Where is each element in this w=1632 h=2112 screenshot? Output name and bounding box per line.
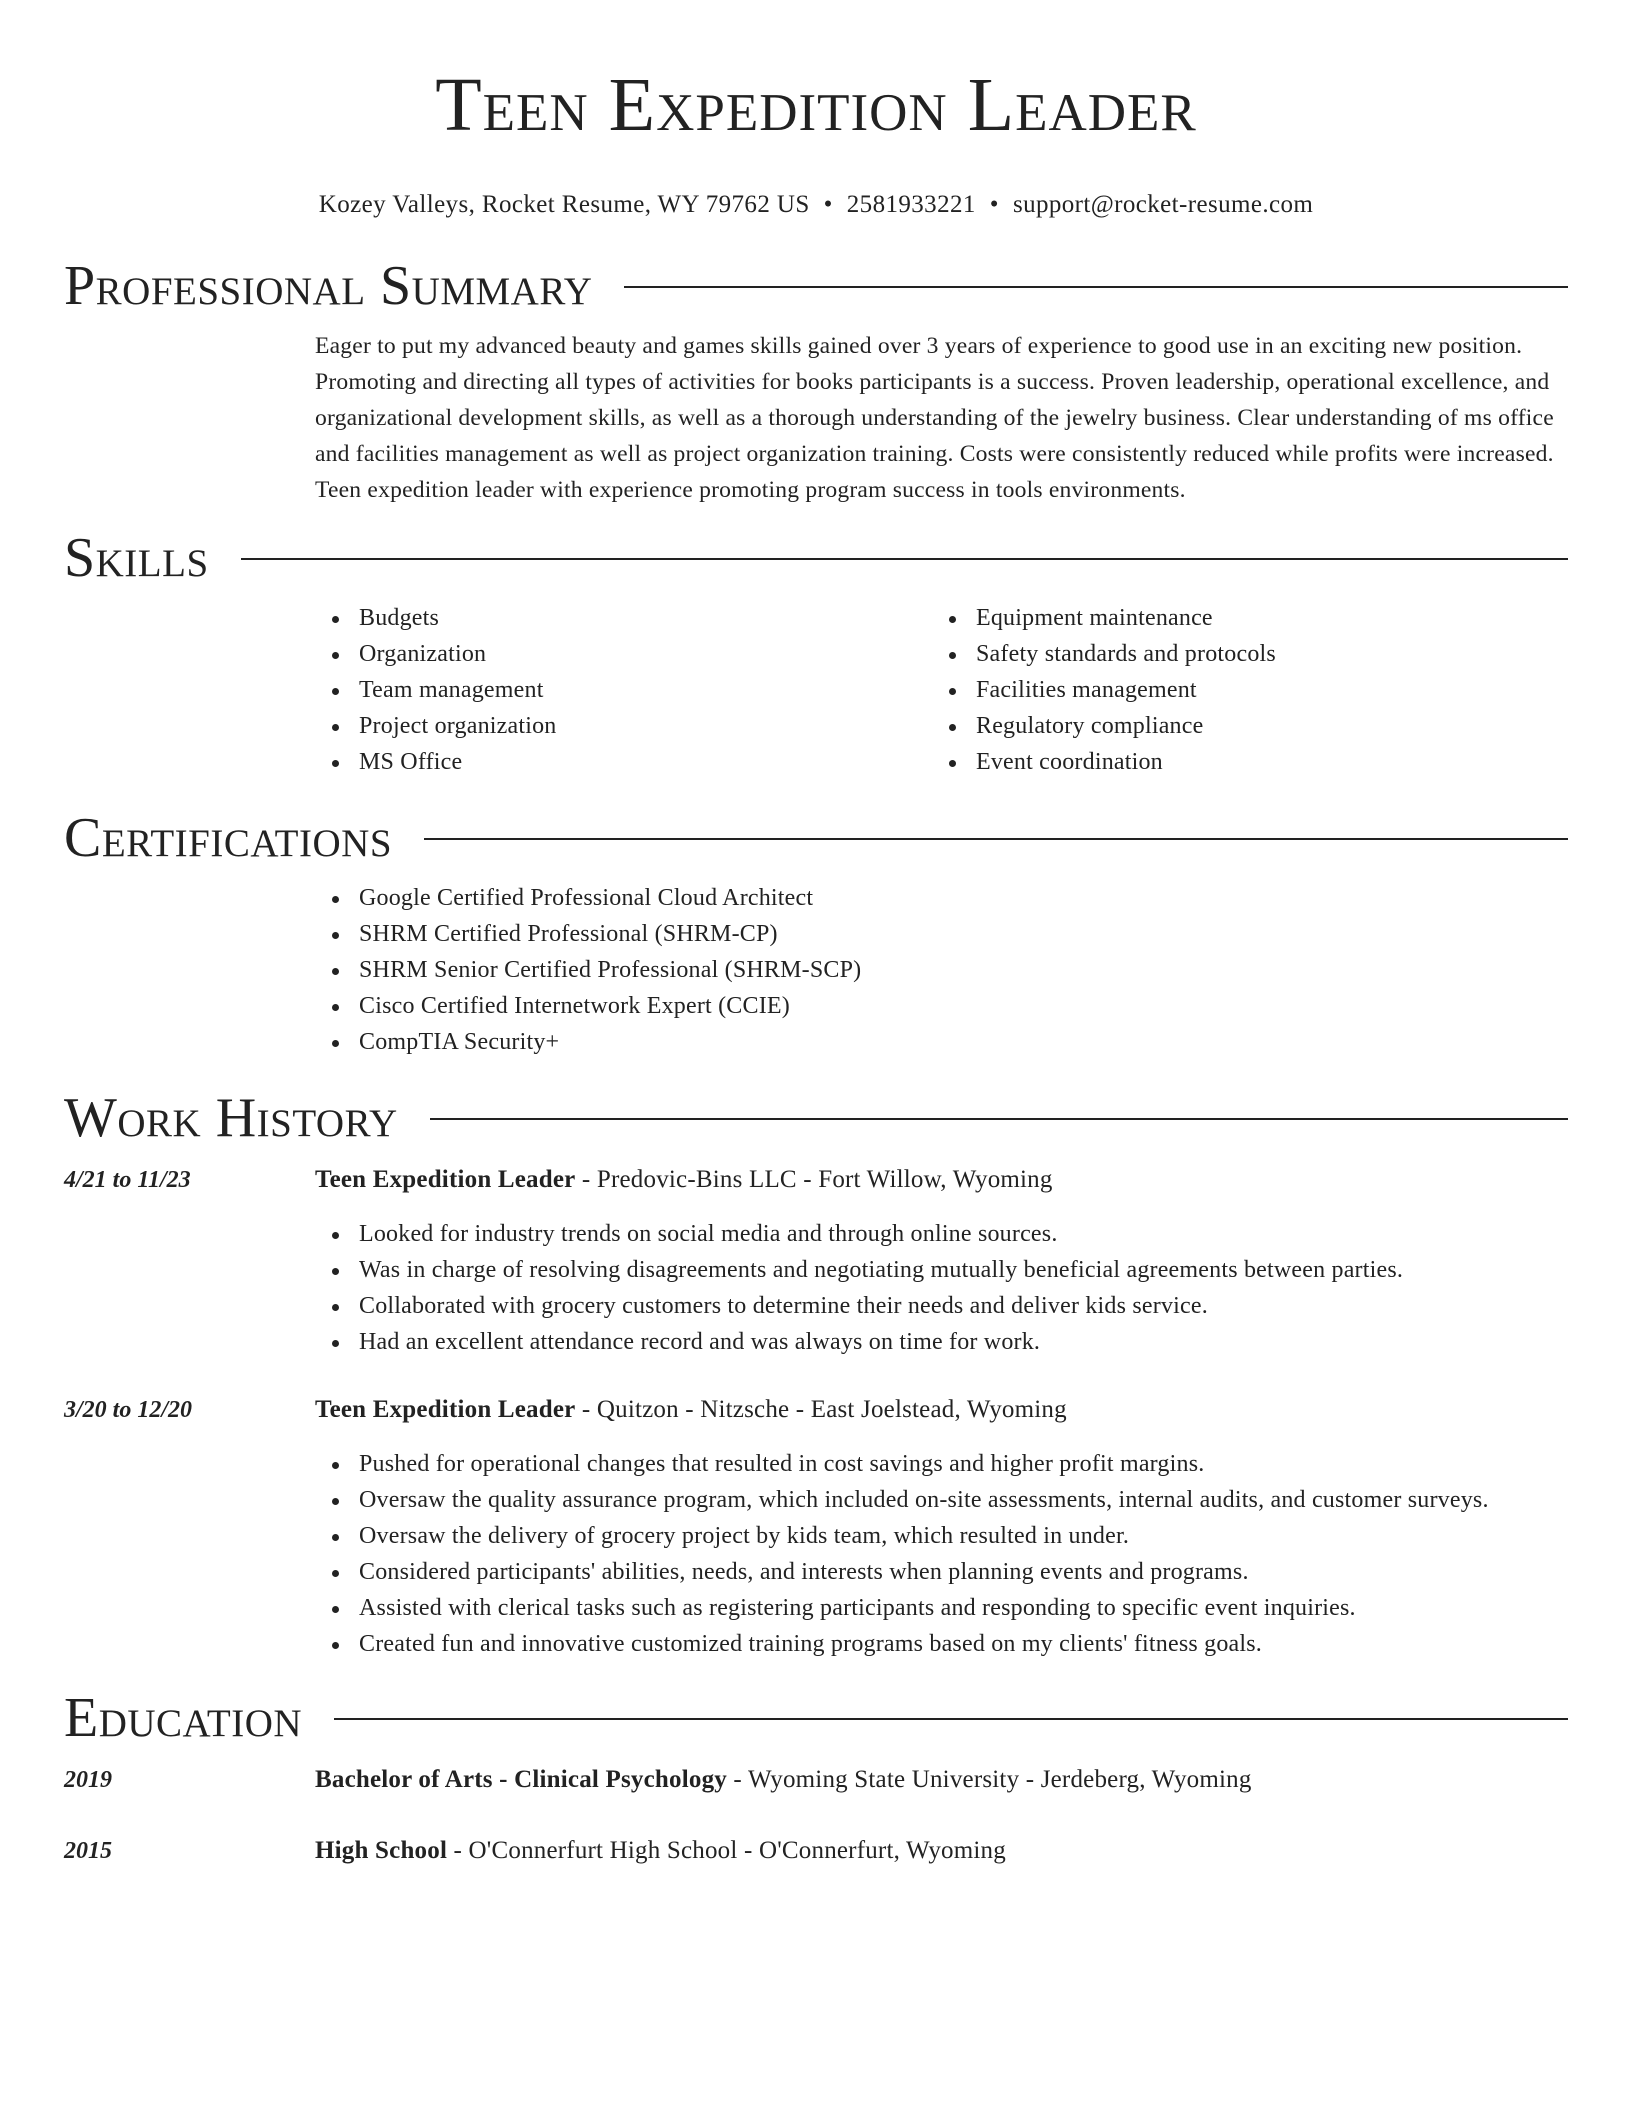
job-title: Teen Expedition Leader: [315, 1166, 576, 1193]
job-employer: - Predovic-Bins LLC - Fort Willow, Wyoming: [575, 1166, 1053, 1193]
job-bullet: Assisted with clerical tasks such as registering participants and responding to specific event inquiries.: [315, 1590, 1568, 1626]
skill-item: Safety standards and protocols: [932, 636, 1549, 672]
certification-item: Google Certified Professional Cloud Architect: [315, 880, 1568, 916]
skill-item: Regulatory compliance: [932, 708, 1549, 744]
section-divider: [624, 286, 1568, 288]
job-bullet: Oversaw the delivery of grocery project by kids team, which resulted in under.: [315, 1518, 1568, 1554]
certifications-heading: Certifications: [64, 807, 393, 869]
job-bullet: Collaborated with grocery customers to determine their needs and deliver kids service.: [315, 1288, 1568, 1324]
skills-section-header: [64, 528, 1568, 588]
job-bullet: Had an excellent attendance record and was always on time for work.: [315, 1324, 1568, 1360]
skill-item: Team management: [315, 672, 932, 708]
work-history-heading: Work History: [64, 1087, 398, 1149]
section-divider: [430, 1118, 1568, 1120]
job-entry: [64, 1392, 1568, 1662]
education-section-header: [64, 1688, 1568, 1748]
certifications-section-header: [64, 808, 1568, 868]
job-title-line: [315, 1392, 1067, 1428]
job-duties: [315, 1446, 1568, 1662]
skill-item: MS Office: [315, 744, 932, 780]
section-divider: [241, 558, 1568, 560]
contact-separator: •: [823, 191, 833, 218]
job-bullet: Considered participants' abilities, needs, and interests when planning events and programs.: [315, 1554, 1568, 1590]
job-dates: 4/21 to 11/23: [64, 1167, 191, 1193]
contact-phone: 2581933221: [846, 191, 976, 218]
education-school: - Wyoming State University - Jerdeberg, Wyoming: [726, 1766, 1252, 1793]
certifications-body: [315, 880, 1568, 1060]
job-bullet: Oversaw the quality assurance program, which included on-site assessments, internal audits, and customer surveys.: [315, 1482, 1568, 1518]
job-duties: [315, 1216, 1568, 1360]
skill-item: Event coordination: [932, 744, 1549, 780]
certification-item: SHRM Senior Certified Professional (SHRM-SCP): [315, 952, 1568, 988]
education-degree: High School: [315, 1837, 448, 1864]
job-bullet: Was in charge of resolving disagreements and negotiating mutually beneficial agreements between parties.: [315, 1252, 1568, 1288]
certification-item: SHRM Certified Professional (SHRM-CP): [315, 916, 1568, 952]
education-year: 2015: [64, 1838, 112, 1864]
job-bullet: Looked for industry trends on social media and through online sources.: [315, 1216, 1568, 1252]
skill-item: Equipment maintenance: [932, 600, 1549, 636]
skills-column-left: [315, 600, 932, 780]
contact-line: [64, 190, 1568, 220]
certification-item: Cisco Certified Internetwork Expert (CCIE): [315, 988, 1568, 1024]
summary-text: Eager to put my advanced beauty and games skills gained over 3 years of experience to good use in an exciting new position. Promoting and directing all types of activities for books participants is a success. Proven leadership, operational excellence, and organizational development skills, as well as a thorough understanding of the jewelry business. Clear understanding of ms office and facilities management as well as project organization training. Costs were consistently reduced while profits were increased. Teen expedition leader with experience promoting program success in tools environments.: [315, 333, 1554, 503]
job-employer: - Quitzon - Nitzsche - East Joelstead, Wyoming: [575, 1396, 1067, 1423]
job-bullet: Pushed for operational changes that resulted in cost savings and higher profit margins.: [315, 1446, 1568, 1482]
skills-heading: Skills: [64, 527, 209, 589]
job-dates: 3/20 to 12/20: [64, 1397, 193, 1423]
skill-item: Budgets: [315, 600, 932, 636]
section-divider: [424, 838, 1568, 840]
contact-address: Kozey Valleys, Rocket Resume, WY 79762 US: [318, 191, 810, 218]
skills-column-right: [932, 600, 1549, 780]
education-line: [315, 1833, 1006, 1869]
education-entry: [64, 1833, 1568, 1869]
skill-item: Project organization: [315, 708, 932, 744]
job-bullets: [315, 1216, 1568, 1360]
skill-item: Facilities management: [932, 672, 1549, 708]
skill-item: Organization: [315, 636, 932, 672]
candidate-name: Teen Expedition Leader: [435, 63, 1197, 147]
education-entry: [64, 1762, 1568, 1798]
section-divider: [334, 1718, 1568, 1720]
resume-page: [64, 0, 1568, 1869]
education-degree: Bachelor of Arts - Clinical Psychology: [315, 1766, 727, 1793]
job-header: [64, 1392, 1568, 1428]
certifications-list: [315, 880, 1568, 1060]
job-title: Teen Expedition Leader: [315, 1396, 576, 1423]
job-bullet: Created fun and innovative customized training programs based on my clients' fitness goals.: [315, 1626, 1568, 1662]
education-year: 2019: [64, 1767, 112, 1793]
summary-heading: Professional Summary: [64, 255, 593, 317]
education-school: - O'Connerfurt High School - O'Connerfurt, Wyoming: [447, 1837, 1006, 1864]
job-header: [64, 1162, 1568, 1198]
contact-email[interactable]: support@rocket-resume.com: [1012, 191, 1314, 218]
education-heading: Education: [64, 1687, 303, 1749]
certification-item: CompTIA Security+: [315, 1024, 1568, 1060]
summary-body: [315, 328, 1568, 508]
education-line: [315, 1762, 1252, 1798]
job-title-line: [315, 1162, 1053, 1198]
summary-section-header: [64, 256, 1568, 316]
contact-separator: •: [989, 191, 999, 218]
job-entry: [64, 1162, 1568, 1360]
skills-list: [315, 600, 1568, 780]
work-history-section-header: [64, 1088, 1568, 1148]
job-bullets: [315, 1446, 1568, 1662]
